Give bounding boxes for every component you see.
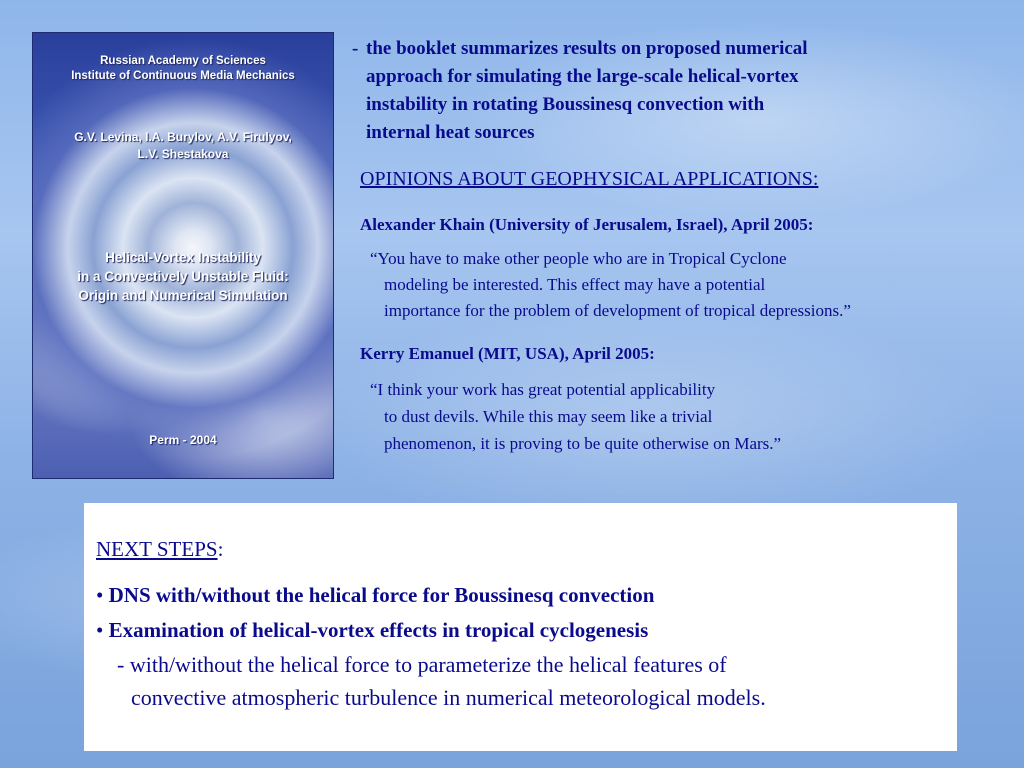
next-steps-box bbox=[84, 503, 957, 751]
cover-title-line2: in a Convectively Unstable Fluid: bbox=[77, 269, 289, 284]
cover-title-line3: Origin and Numerical Simulation bbox=[78, 288, 288, 303]
summary-dash: - bbox=[352, 38, 359, 59]
opinions-heading: OPINIONS ABOUT GEOPHYSICAL APPLICATIONS: bbox=[360, 168, 819, 190]
cover-title-line1: Helical-Vortex Instability bbox=[105, 250, 261, 265]
next-step-subitem-line1: - with/without the helical force to parameterize the helical features of bbox=[117, 652, 727, 677]
cover-authors-line1: G.V. Levina, I.A. Burylov, A.V. Firulyov, bbox=[74, 130, 292, 144]
summary-line: instability in rotating Boussinesq convection with bbox=[366, 94, 765, 115]
next-step-text: DNS with/without the helical force for Boussinesq convection bbox=[108, 583, 655, 607]
quote-line: to dust devils. While this may seem like a trivial bbox=[384, 407, 713, 426]
quote-line: modeling be interested. This effect may have a potential bbox=[384, 275, 766, 294]
quote-author-emanuel: Kerry Emanuel (MIT, USA), April 2005: bbox=[360, 344, 655, 363]
cover-city-year: Perm - 2004 bbox=[149, 433, 217, 447]
next-steps-colon: : bbox=[217, 537, 224, 561]
quote-line: “You have to make other people who are in Tropical Cyclone bbox=[370, 249, 787, 268]
bullet: • bbox=[96, 618, 104, 642]
cover-org-line2: Institute of Continuous Media Mechanics bbox=[71, 70, 295, 82]
next-step-subitem-line2: convective atmospheric turbulence in numerical meteorological models. bbox=[131, 685, 766, 710]
quote-line: “I think your work has great potential applicability bbox=[370, 380, 716, 399]
next-step-text: Examination of helical-vortex effects in tropical cyclogenesis bbox=[108, 618, 649, 642]
next-step-item bbox=[96, 618, 648, 643]
summary-line: internal heat sources bbox=[366, 122, 535, 143]
cover-authors-line2: L.V. Shestakova bbox=[137, 147, 229, 161]
bullet: • bbox=[96, 583, 104, 607]
quote-author-khain: Alexander Khain (University of Jerusalem, Israel), April 2005: bbox=[360, 215, 814, 234]
booklet-summary bbox=[352, 35, 808, 147]
next-steps-heading bbox=[96, 537, 223, 562]
cover-org-line1: Russian Academy of Sciences bbox=[100, 55, 266, 67]
summary-line: approach for simulating the large-scale helical-vortex bbox=[366, 66, 799, 87]
quote-line: importance for the problem of development of tropical depressions.” bbox=[384, 301, 851, 320]
next-steps-heading-text: NEXT STEPS bbox=[96, 537, 218, 561]
booklet-cover-image bbox=[33, 33, 333, 478]
next-step-item bbox=[96, 583, 654, 608]
quote-emanuel bbox=[370, 376, 781, 457]
quote-line: phenomenon, it is proving to be quite otherwise on Mars.” bbox=[384, 434, 782, 453]
quote-khain bbox=[370, 246, 851, 324]
summary-line: the booklet summarizes results on proposed numerical bbox=[366, 38, 808, 59]
